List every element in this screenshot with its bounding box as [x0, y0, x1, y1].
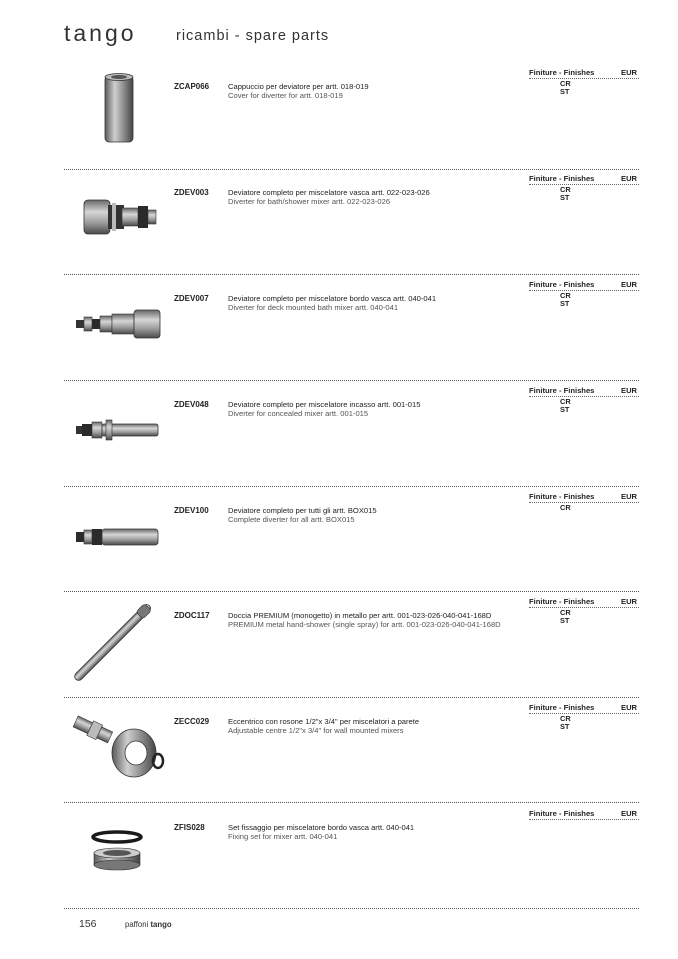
part-code: ZDOC117 [174, 611, 210, 620]
eur-header: EUR [621, 809, 638, 818]
part-description-en: Adjustable centre 1/2"x 3/4" for wall mounted mixers [228, 726, 404, 735]
finish-code: CR [560, 714, 571, 723]
finish-code: CR [560, 79, 571, 88]
part-image-cover [64, 72, 168, 164]
part-description-it: Deviatore completo per miscelatore incasso artt. 001-015 [228, 400, 421, 409]
part-row [64, 174, 639, 284]
header-divider [529, 502, 639, 503]
footer-brand-prefix: paffoni [125, 920, 149, 929]
finish-code: ST [560, 193, 570, 202]
finish-code: CR [560, 397, 571, 406]
finishes-header: Finiture - Finishes [529, 386, 595, 395]
part-row [64, 280, 639, 390]
part-description-en: Cover for diverter for artt. 018-019 [228, 91, 343, 100]
part-row [64, 68, 639, 178]
finish-list [560, 398, 571, 414]
part-description-it: Deviatore completo per miscelatore bordo vasca artt. 040-041 [228, 294, 437, 303]
footer-brand [125, 920, 172, 929]
row-divider [64, 591, 639, 592]
part-description-it: Cappuccio per deviatore per artt. 018-019 [228, 82, 369, 91]
eur-header: EUR [621, 597, 638, 606]
finish-list [560, 80, 571, 96]
eur-header: EUR [621, 386, 638, 395]
part-row [64, 386, 639, 496]
part-image-hand-shower [64, 601, 168, 693]
section-title: ricambi - spare parts [176, 28, 330, 44]
finish-code: CR [560, 503, 571, 512]
finishes-header: Finiture - Finishes [529, 280, 595, 289]
part-description-en: Complete diverter for all artt. BOX015 [228, 515, 355, 524]
header-divider [529, 713, 639, 714]
part-description-en: Diverter for concealed mixer artt. 001-015 [228, 409, 369, 418]
part-code: ZDEV048 [174, 400, 209, 409]
eur-header: EUR [621, 68, 638, 77]
finishes-header: Finiture - Finishes [529, 68, 595, 77]
row-divider [64, 908, 639, 909]
part-row [64, 492, 639, 602]
part-code: ZDEV100 [174, 506, 209, 515]
header-divider [529, 607, 639, 608]
part-code: ZDEV003 [174, 188, 209, 197]
part-image-diverter [64, 496, 168, 588]
finishes-header: Finiture - Finishes [529, 597, 595, 606]
finish-code: ST [560, 405, 570, 414]
finish-code: ST [560, 299, 570, 308]
part-description-it: Doccia PREMIUM (monogetto) in metallo per artt. 001-023-026-040-041-168D [228, 611, 492, 620]
finish-code: CR [560, 291, 571, 300]
part-description-en: Diverter for deck mounted bath mixer artt. 040-041 [228, 303, 399, 312]
finishes-header: Finiture - Finishes [529, 703, 595, 712]
row-divider [64, 802, 639, 803]
part-image-diverter [64, 284, 168, 376]
finish-code: CR [560, 608, 571, 617]
finish-code: ST [560, 722, 570, 731]
part-code: ZECC029 [174, 717, 210, 726]
page-number: 156 [79, 918, 97, 930]
row-divider [64, 697, 639, 698]
part-image-fixing-set [64, 813, 168, 905]
row-divider [64, 380, 639, 381]
header-divider [529, 819, 639, 820]
part-description-it: Set fissaggio per miscelatore bordo vasca artt. 040-041 [228, 823, 415, 832]
part-code: ZFIS028 [174, 823, 205, 832]
header-divider [529, 290, 639, 291]
part-description-en: Fixing set for mixer artt. 040-041 [228, 832, 338, 841]
finish-code: ST [560, 616, 570, 625]
part-image-diverter [64, 178, 168, 270]
finish-code: ST [560, 87, 570, 96]
eur-header: EUR [621, 280, 638, 289]
row-divider [64, 274, 639, 275]
part-code: ZCAP066 [174, 82, 210, 91]
finish-list [560, 504, 571, 512]
part-description-en: PREMIUM metal hand-shower (single spray) for artt. 001-023-026-040-041-168D [228, 620, 501, 629]
row-divider [64, 486, 639, 487]
part-image-diverter [64, 390, 168, 482]
footer-brand-name: tango [150, 920, 172, 929]
part-image-eccentric [64, 707, 168, 799]
eur-header: EUR [621, 492, 638, 501]
header-divider [529, 78, 639, 79]
brand-title: tango [64, 20, 137, 46]
finishes-header: Finiture - Finishes [529, 809, 595, 818]
finish-list [560, 609, 571, 625]
part-row [64, 703, 639, 813]
eur-header: EUR [621, 703, 638, 712]
finish-list [560, 715, 571, 731]
part-description-it: Deviatore completo per tutti gli artt. BOX015 [228, 506, 377, 515]
finish-list [560, 186, 571, 202]
part-description-en: Diverter for bath/shower mixer artt. 022-023-026 [228, 197, 391, 206]
eur-header: EUR [621, 174, 638, 183]
header-divider [529, 396, 639, 397]
part-row [64, 809, 639, 919]
finishes-header: Finiture - Finishes [529, 174, 595, 183]
part-description-it: Eccentrico con rosone 1/2"x 3/4" per miscelatori a parete [228, 717, 420, 726]
part-code: ZDEV007 [174, 294, 209, 303]
row-divider [64, 169, 639, 170]
part-description-it: Deviatore completo per miscelatore vasca artt. 022-023-026 [228, 188, 430, 197]
finishes-header: Finiture - Finishes [529, 492, 595, 501]
header-divider [529, 184, 639, 185]
part-row [64, 597, 639, 707]
finish-code: CR [560, 185, 571, 194]
finish-list [560, 292, 571, 308]
